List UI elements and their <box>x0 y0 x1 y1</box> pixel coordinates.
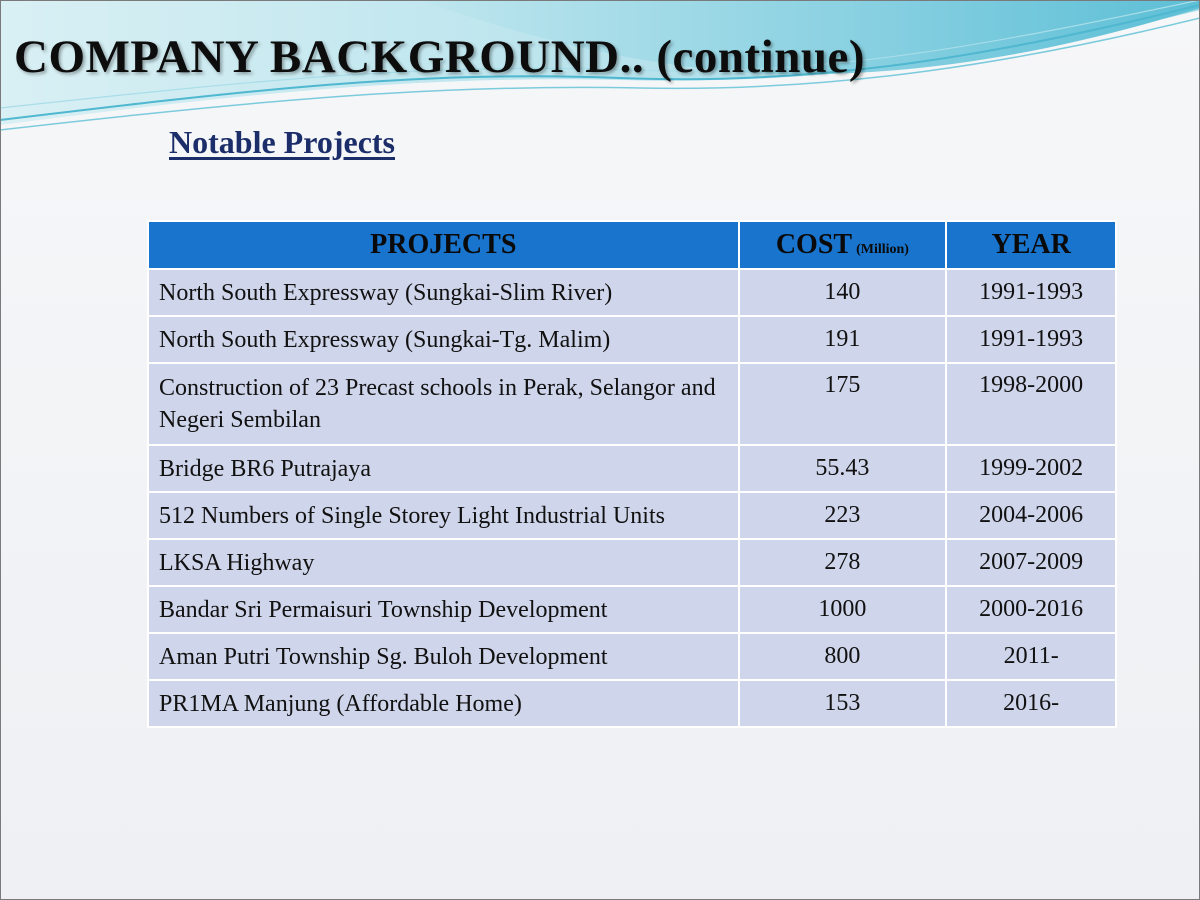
cost-cell: 800 <box>739 633 947 680</box>
project-name-cell: LKSA Highway <box>148 539 739 586</box>
year-cell: 2016- <box>946 680 1116 727</box>
cost-cell: 1000 <box>739 586 947 633</box>
table-row <box>148 269 1116 316</box>
table-row <box>148 633 1116 680</box>
project-name-cell: 512 Numbers of Single Storey Light Industrial Units <box>148 492 739 539</box>
year-cell: 1999-2002 <box>946 445 1116 492</box>
header-cost-label: COST <box>775 229 853 260</box>
header-cost <box>739 221 947 269</box>
table-header-row <box>148 221 1116 269</box>
header-projects-label: PROJECTS <box>370 229 517 260</box>
cost-cell: 191 <box>739 316 947 363</box>
cost-cell: 175 <box>739 363 947 445</box>
table-row <box>148 680 1116 727</box>
header-cost-unit: (Million) <box>856 242 909 257</box>
year-cell: 2000-2016 <box>946 586 1116 633</box>
project-name-cell: Bandar Sri Permaisuri Township Development <box>148 586 739 633</box>
table-row <box>148 539 1116 586</box>
table-row <box>148 586 1116 633</box>
cost-cell: 55.43 <box>739 445 947 492</box>
year-cell: 2004-2006 <box>946 492 1116 539</box>
cost-cell: 223 <box>739 492 947 539</box>
table-row <box>148 316 1116 363</box>
cost-cell: 140 <box>739 269 947 316</box>
project-name-cell: PR1MA Manjung (Affordable Home) <box>148 680 739 727</box>
project-name-cell: Construction of 23 Precast schools in Perak, Selangor and Negeri Sembilan <box>148 363 739 445</box>
year-cell: 1991-1993 <box>946 269 1116 316</box>
header-year <box>946 221 1116 269</box>
project-name-cell: North South Expressway (Sungkai-Tg. Malim) <box>148 316 739 363</box>
projects-table <box>147 220 1117 728</box>
header-projects <box>148 221 739 269</box>
table-row <box>148 492 1116 539</box>
header-year-label: YEAR <box>991 229 1071 260</box>
cost-cell: 153 <box>739 680 947 727</box>
year-cell: 2007-2009 <box>946 539 1116 586</box>
project-name-cell: Aman Putri Township Sg. Buloh Development <box>148 633 739 680</box>
year-cell: 1998-2000 <box>946 363 1116 445</box>
project-name-cell: North South Expressway (Sungkai-Slim River) <box>148 269 739 316</box>
table-row <box>148 363 1116 445</box>
year-cell: 1991-1993 <box>946 316 1116 363</box>
cost-cell: 278 <box>739 539 947 586</box>
year-cell: 2011- <box>946 633 1116 680</box>
slide-title: COMPANY BACKGROUND.. (continue) <box>14 31 865 83</box>
section-subtitle: Notable Projects <box>169 124 395 160</box>
project-name-cell: Bridge BR6 Putrajaya <box>148 445 739 492</box>
table-row <box>148 445 1116 492</box>
